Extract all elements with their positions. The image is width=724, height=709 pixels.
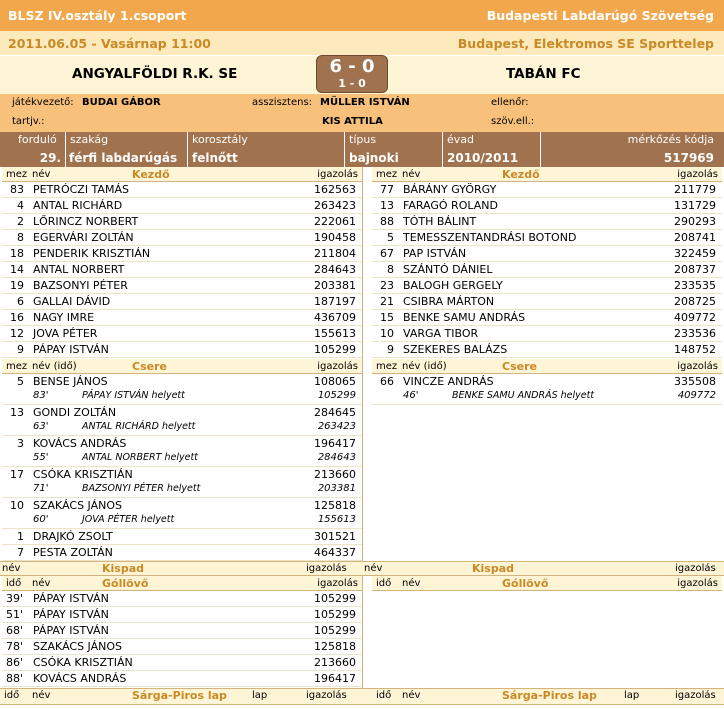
player-license: 322459 (674, 247, 716, 260)
player-name: LŐRINCZ NORBERT (33, 215, 139, 228)
replaced-license: 105299 (317, 390, 356, 401)
player-row[interactable] (372, 342, 722, 358)
cards-col-ido: idő (4, 690, 20, 701)
federation-controller-label: szöv.ell.: (491, 116, 535, 127)
substitution-row[interactable] (372, 374, 722, 405)
player-name: ANTAL RICHÁRD (33, 199, 123, 212)
season-label: évad (447, 133, 475, 146)
col-nev: név (32, 578, 51, 589)
player-row[interactable] (372, 278, 722, 294)
cards-col-lap: lap (252, 690, 268, 701)
player-name: TÓTH BÁLINT (403, 215, 477, 228)
bench-col-igazolas: igazolás (306, 563, 347, 574)
player-license: 233535 (674, 279, 716, 292)
away-scorers-list (372, 576, 722, 591)
player-row[interactable] (2, 230, 362, 246)
away-bench-title: Kispad (472, 562, 515, 575)
player-number: 5 (387, 231, 394, 244)
round-label: forduló (18, 133, 57, 146)
col-nev-ido: név (idő) (32, 361, 77, 372)
match-datetime: 2011.06.05 - Vasárnap 11:00 (8, 35, 211, 51)
player-license: 211804 (314, 247, 356, 260)
replaced-license: 284643 (317, 452, 356, 463)
player-number: 9 (17, 343, 24, 356)
col-igazolas: igazolás (317, 169, 358, 180)
cards-col-igazolas: igazolás (306, 690, 347, 701)
officials-box (0, 94, 724, 132)
col-nev: név (402, 169, 421, 180)
goal-row[interactable] (2, 591, 362, 607)
player-row[interactable] (2, 294, 362, 310)
player-number: 13 (10, 406, 24, 419)
away-subs-list (372, 359, 722, 405)
player-license: 108065 (314, 375, 356, 388)
player-number: 66 (380, 375, 394, 388)
scorers-title: Góllövő (502, 577, 549, 590)
scorer-name: PÁPAY ISTVÁN (33, 592, 109, 605)
player-row[interactable] (2, 278, 362, 294)
player-license: 211779 (674, 183, 716, 196)
player-number: 12 (10, 327, 24, 340)
player-row[interactable] (2, 326, 362, 342)
player-license: 203381 (314, 279, 356, 292)
reserve-label: tartjv.: (12, 116, 45, 127)
player-number: 23 (380, 279, 394, 292)
player-name: BALOGH GERGELY (403, 279, 503, 292)
col-igazolas: igazolás (677, 361, 718, 372)
league-name: BLSZ IV.osztály 1.csoport (8, 8, 187, 23)
player-name: BÁRÁNY GYÖRGY (403, 183, 497, 196)
player-name: EGERVÁRI ZOLTÁN (33, 231, 134, 244)
home-team-name: ANGYALFÖLDI R.K. SE (72, 66, 238, 82)
player-row[interactable] (372, 198, 722, 214)
age-value: felnőtt (192, 151, 238, 165)
player-license: 436709 (314, 311, 356, 324)
col-igazolas: igazolás (677, 578, 718, 589)
player-license: 155613 (314, 327, 356, 340)
cards-col-nev: név (402, 690, 421, 701)
col-mez: mez (376, 169, 398, 180)
player-name: GALLAI DÁVID (33, 295, 111, 308)
cards-col-nev: név (32, 690, 51, 701)
player-name: BENKE SAMU ANDRÁS (403, 311, 526, 324)
player-license: 162563 (314, 183, 356, 196)
replaced-player: BENKE SAMU ANDRÁS helyett (452, 390, 595, 401)
home-bench-title: Kispad (102, 562, 145, 575)
player-number: 13 (380, 199, 394, 212)
player-number: 14 (10, 263, 24, 276)
player-number: 88 (380, 215, 394, 228)
final-score: 6 - 0 (329, 56, 375, 77)
player-number: 18 (10, 247, 24, 260)
goal-minute: 88' (6, 672, 24, 685)
player-name: PETRÓCZI TAMÁS (33, 183, 129, 196)
home-starting-list (2, 167, 362, 358)
col-mez: mez (6, 169, 28, 180)
bench-col-nev: név (2, 563, 21, 574)
scorer-name: CSÓKA KRISZTIÁN (33, 656, 133, 669)
replaced-player: ANTAL NORBERT helyett (82, 452, 198, 463)
player-license: 335508 (674, 375, 716, 388)
player-number: 19 (10, 279, 24, 292)
type-label: szakág (70, 133, 109, 146)
player-license: 284645 (314, 406, 356, 419)
player-number: 6 (17, 295, 24, 308)
bench-col-igazolas: igazolás (675, 563, 716, 574)
player-number: 67 (380, 247, 394, 260)
goal-minute: 68' (6, 624, 24, 637)
cards-bar (0, 688, 724, 705)
scorers-title: Góllövő (102, 577, 149, 590)
player-license: 208741 (674, 231, 716, 244)
season-value: 2010/2011 (447, 151, 519, 165)
player-license: 131729 (674, 199, 716, 212)
player-row[interactable] (2, 198, 362, 214)
player-license: 196417 (314, 437, 356, 450)
replaced-license: 155613 (317, 514, 356, 525)
kind-value: bajnoki (349, 151, 399, 165)
player-number: 3 (17, 437, 24, 450)
replaced-player: BAZSONYI PÉTER helyett (82, 483, 201, 494)
bench-col-nev: név (364, 563, 383, 574)
goal-minute: 51' (6, 608, 24, 621)
sub-minute: 60' (33, 514, 49, 525)
column-divider (362, 167, 363, 359)
scorer-name: KOVÁCS ANDRÁS (33, 672, 127, 685)
starting-title: Kezdő (132, 168, 170, 181)
player-name: SZEKERES BALÁZS (403, 343, 508, 356)
player-number: 17 (10, 468, 24, 481)
referee-name: BUDAI GÁBOR (82, 97, 161, 108)
away-scorers-header (372, 576, 722, 591)
goal-row[interactable] (2, 639, 362, 655)
player-row[interactable] (372, 182, 722, 198)
home-subs-list (2, 359, 362, 561)
replaced-license: 263423 (317, 421, 356, 432)
cards-col-igazolas: igazolás (675, 690, 716, 701)
sub-minute: 83' (33, 390, 49, 401)
goal-row[interactable] (2, 623, 362, 639)
goal-minute: 39' (6, 592, 24, 605)
sub-minute: 46' (403, 390, 419, 401)
home-subs-header (2, 359, 362, 374)
type-cell (66, 132, 188, 167)
player-name: CSIBRA MÁRTON (403, 295, 495, 308)
player-row[interactable] (2, 262, 362, 278)
player-license: 208725 (674, 295, 716, 308)
goal-minute: 86' (6, 656, 24, 669)
player-license: 190458 (314, 231, 356, 244)
player-number: 9 (387, 343, 394, 356)
cards-col-lap: lap (624, 690, 640, 701)
away-team-name: TABÁN FC (506, 66, 581, 82)
replaced-license: 409772 (677, 390, 716, 401)
code-cell (541, 132, 724, 167)
substitution-row[interactable] (2, 374, 362, 405)
substitution-row[interactable] (2, 467, 362, 498)
date-venue-bar (0, 31, 724, 55)
away-subs-header (372, 359, 722, 374)
player-number: 10 (380, 327, 394, 340)
scorers-section (0, 576, 724, 688)
player-name: DRAJKÓ ZSOLT (33, 530, 113, 543)
substitution-row[interactable] (2, 436, 362, 467)
player-row[interactable] (372, 294, 722, 310)
substitution-row[interactable] (2, 405, 362, 436)
player-row[interactable] (2, 529, 362, 545)
player-license: 105299 (314, 343, 356, 356)
scorer-license: 213660 (314, 656, 356, 669)
player-name: NAGY IMRE (33, 311, 95, 324)
player-number: 16 (10, 311, 24, 324)
sub-minute: 55' (33, 452, 49, 463)
subs-title: Csere (502, 360, 537, 373)
starting-section (0, 167, 724, 359)
home-starting-header (2, 167, 362, 182)
col-mez: mez (376, 361, 398, 372)
col-igazolas: igazolás (677, 169, 718, 180)
score-box (316, 55, 388, 93)
player-name: VARGA TIBOR (403, 327, 479, 340)
scorer-license: 105299 (314, 608, 356, 621)
code-value: 517969 (663, 151, 714, 165)
kind-cell (345, 132, 443, 167)
type-value: férfi labdarúgás (69, 151, 178, 165)
player-license: 208737 (674, 263, 716, 276)
home-scorers-list (2, 576, 362, 687)
col-nev: név (32, 169, 51, 180)
col-mez: mez (6, 361, 28, 372)
away-cards-title: Sárga-Piros lap (502, 689, 597, 702)
player-name: FARAGÓ ROLAND (403, 199, 498, 212)
assistant-1-name: MÜLLER ISTVÁN (320, 97, 410, 108)
player-row[interactable] (372, 326, 722, 342)
player-name: VINCZE ANDRÁS (403, 375, 494, 388)
player-number: 83 (10, 183, 24, 196)
round-cell (0, 132, 66, 167)
halftime-score: 1 - 0 (338, 77, 366, 90)
player-number: 8 (17, 231, 24, 244)
replaced-player: PÁPAY ISTVÁN helyett (82, 390, 185, 401)
replaced-player: ANTAL RICHÁRD helyett (82, 421, 196, 432)
age-label: korosztály (192, 133, 248, 146)
player-name: SZÁNTÓ DÁNIEL (403, 263, 493, 276)
cards-col-ido: idő (376, 690, 392, 701)
column-divider (362, 576, 363, 688)
player-number: 8 (387, 263, 394, 276)
goal-row[interactable] (2, 607, 362, 623)
away-starting-header (372, 167, 722, 182)
referee-label: játékvezető: (12, 97, 74, 108)
player-name: PENDERIK KRISZTIÁN (33, 247, 151, 260)
kind-label: típus (349, 133, 377, 146)
player-name: BAZSONYI PÉTER (33, 279, 128, 292)
goal-row[interactable] (2, 655, 362, 671)
player-number: 77 (380, 183, 394, 196)
title-bar (0, 0, 724, 31)
player-license: 213660 (314, 468, 356, 481)
player-number: 7 (17, 546, 24, 559)
player-license: 290293 (674, 215, 716, 228)
player-license: 187197 (314, 295, 356, 308)
player-name: JOVA PÉTER (33, 327, 98, 340)
substitution-row[interactable] (2, 498, 362, 529)
player-number: 2 (17, 215, 24, 228)
col-nev: név (402, 578, 421, 589)
player-row[interactable] (2, 342, 362, 358)
player-license: 464337 (314, 546, 356, 559)
player-number: 4 (17, 199, 24, 212)
replaced-player: JOVA PÉTER helyett (82, 514, 175, 525)
controller-label: ellenőr: (491, 97, 529, 108)
subs-title: Csere (132, 360, 167, 373)
scorer-license: 196417 (314, 672, 356, 685)
scorer-name: PÁPAY ISTVÁN (33, 624, 109, 637)
player-license: 233536 (674, 327, 716, 340)
player-license: 284643 (314, 263, 356, 276)
sub-minute: 63' (33, 421, 49, 432)
scorer-license: 105299 (314, 624, 356, 637)
player-name: BENSE JÁNOS (33, 375, 108, 388)
player-license: 263423 (314, 199, 356, 212)
subs-section (0, 359, 724, 562)
player-row[interactable] (372, 214, 722, 230)
round-value: 29. (39, 151, 61, 165)
goal-row[interactable] (2, 671, 362, 687)
player-row[interactable] (372, 310, 722, 326)
player-row[interactable] (2, 214, 362, 230)
player-name: ANTAL NORBERT (33, 263, 125, 276)
player-name: KOVÁCS ANDRÁS (33, 437, 127, 450)
player-number: 1 (17, 530, 24, 543)
scorer-license: 105299 (314, 592, 356, 605)
starting-title: Kezdő (502, 168, 540, 181)
player-row[interactable] (2, 310, 362, 326)
player-license: 148752 (674, 343, 716, 356)
player-license: 301521 (314, 530, 356, 543)
player-row[interactable] (372, 230, 722, 246)
home-cards-title: Sárga-Piros lap (132, 689, 227, 702)
player-number: 21 (380, 295, 394, 308)
player-name: GONDI ZOLTÁN (33, 406, 117, 419)
match-meta-row (0, 132, 724, 167)
player-row[interactable] (372, 262, 722, 278)
player-number: 5 (17, 375, 24, 388)
assistant-2-name: KIS ATTILA (322, 116, 383, 127)
replaced-license: 203381 (317, 483, 356, 494)
player-number: 10 (10, 499, 24, 512)
scorer-license: 125818 (314, 640, 356, 653)
age-cell (188, 132, 345, 167)
col-igazolas: igazolás (317, 361, 358, 372)
col-ido: idő (376, 578, 392, 589)
player-license: 125818 (314, 499, 356, 512)
scorer-name: PÁPAY ISTVÁN (33, 608, 109, 621)
sub-minute: 71' (33, 483, 49, 494)
player-number: 15 (380, 311, 394, 324)
col-nev-ido: név (idő) (402, 361, 447, 372)
player-name: SZAKÁCS JÁNOS (33, 499, 122, 512)
match-venue: Budapest, Elektromos SE Sporttelep (457, 35, 714, 51)
col-igazolas: igazolás (317, 578, 358, 589)
away-starting-list (372, 167, 722, 358)
season-cell (443, 132, 541, 167)
player-row[interactable] (372, 246, 722, 262)
player-name: TEMESSZENTANDRÁSI BOTOND (403, 231, 577, 244)
home-scorers-header (2, 576, 362, 591)
player-name: PÁPAY ISTVÁN (33, 343, 109, 356)
scorer-name: SZAKÁCS JÁNOS (33, 640, 122, 653)
code-label: mérkőzés kódja (627, 133, 714, 146)
player-license: 409772 (674, 311, 716, 324)
player-row[interactable] (2, 545, 362, 561)
federation-name: Budapesti Labdarúgó Szövetség (486, 8, 714, 23)
player-name: PAP ISTVÁN (403, 247, 467, 260)
player-row[interactable] (2, 246, 362, 262)
player-name: PESTA ZOLTÁN (33, 546, 113, 559)
bench-bar (0, 561, 724, 576)
player-name: CSÓKA KRISZTIÁN (33, 468, 133, 481)
goal-minute: 78' (6, 640, 24, 653)
player-license: 222061 (314, 215, 356, 228)
col-ido: idő (6, 578, 22, 589)
assistant-label: asszisztens: (252, 97, 313, 108)
player-row[interactable] (2, 182, 362, 198)
column-divider (362, 359, 363, 562)
